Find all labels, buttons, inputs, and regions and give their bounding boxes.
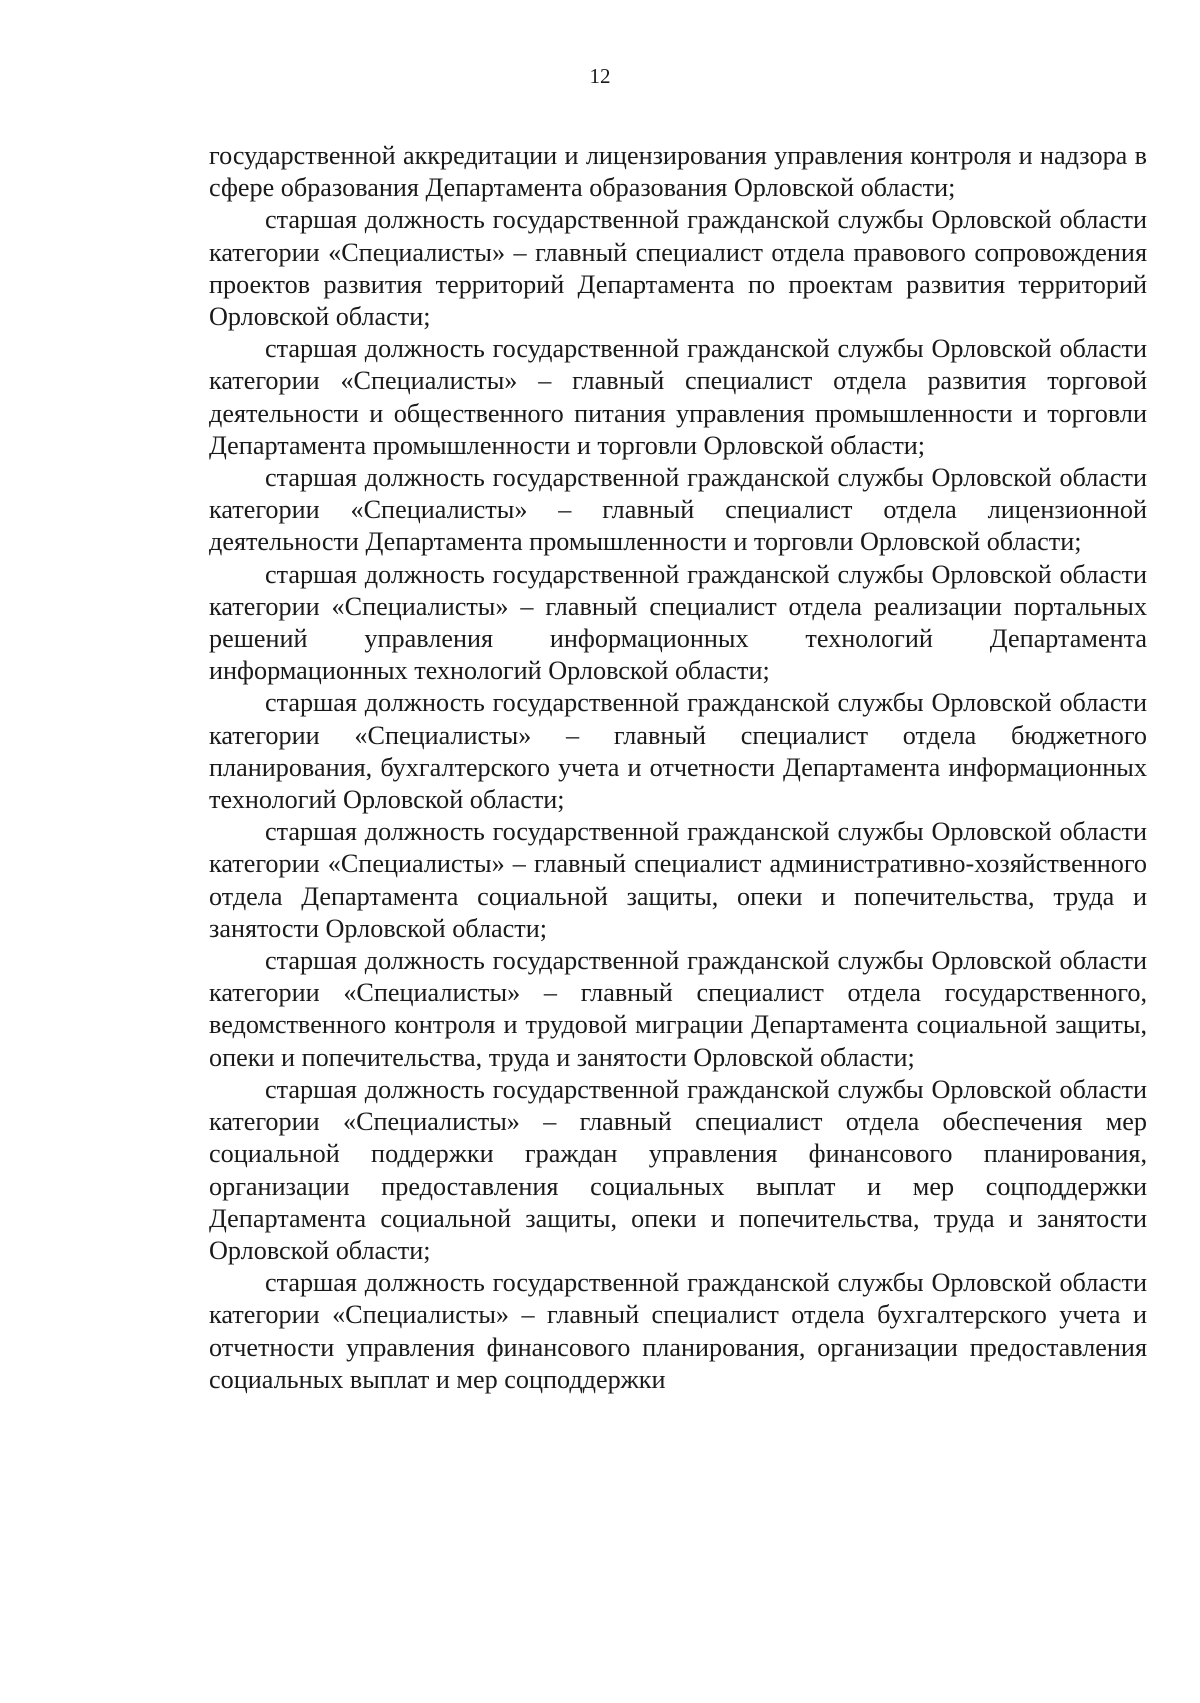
paragraph-continued: государственной аккредитации и лицензирования управления контроля и надзора в сфере образования Департамента образования Орловской области; (209, 141, 1147, 203)
paragraph: старшая должность государственной гражданской службы Орловской области категории «Специалисты» – главный специалист отдела государственного, ведомственного контроля и трудовой миграции Департамента социальной защиты, опеки и попечительства, труда и занятости Орловской области; (209, 946, 1147, 1072)
paragraph: старшая должность государственной гражданской службы Орловской области категории «Специалисты» – главный специалист отдела правового сопровождения проектов развития территорий Департамента по проектам развития территорий Орловской области; (209, 205, 1147, 332)
paragraph: старшая должность государственной гражданской службы Орловской области категории «Специалисты» – главный специалист отдела обеспечения мер социальной поддержки граждан управления финансового планирования, организации предоставления социальных выплат и мер соцподдержки Департамента социальной защиты, опеки и попечительства, труда и занятости Орловской области; (209, 1074, 1147, 1265)
page-number: 12 (589, 64, 611, 88)
paragraph: старшая должность государственной гражданской службы Орловской области категории «Специалисты» – главный специалист отдела лицензионной деятельности Департамента промышленности и торговли Орловской области; (209, 463, 1147, 557)
paragraph: старшая должность государственной гражданской службы Орловской области категории «Специалисты» – главный специалист отдела бюджетного планирования, бухгалтерского учета и отчетности Департамента информационных технологий Орловской области; (209, 688, 1147, 815)
paragraph: старшая должность государственной гражданской службы Орловской области категории «Специалисты» – главный специалист отдела реализации портальных решений управления информационных технологий Департамента информационных технологий Орловской области; (209, 559, 1147, 686)
paragraph: старшая должность государственной гражданской службы Орловской области категории «Специалисты» – главный специалист административно-хозяйственного отдела Департамента социальной защиты, опеки и попечительства, труда и занятости Орловской области; (209, 817, 1147, 943)
paragraph: старшая должность государственной гражданской службы Орловской области категории «Специалисты» – главный специалист отдела бухгалтерского учета и отчетности управления финансового планирования, организации предоставления социальных выплат и мер соцподдержки (209, 1268, 1147, 1394)
paragraph: старшая должность государственной гражданской службы Орловской области категории «Специалисты» – главный специалист отдела развития торговой деятельности и общественного питания управления промышленности и торговли Департамента промышленности и торговли Орловской области; (209, 334, 1147, 460)
document-body (209, 140, 1147, 1396)
